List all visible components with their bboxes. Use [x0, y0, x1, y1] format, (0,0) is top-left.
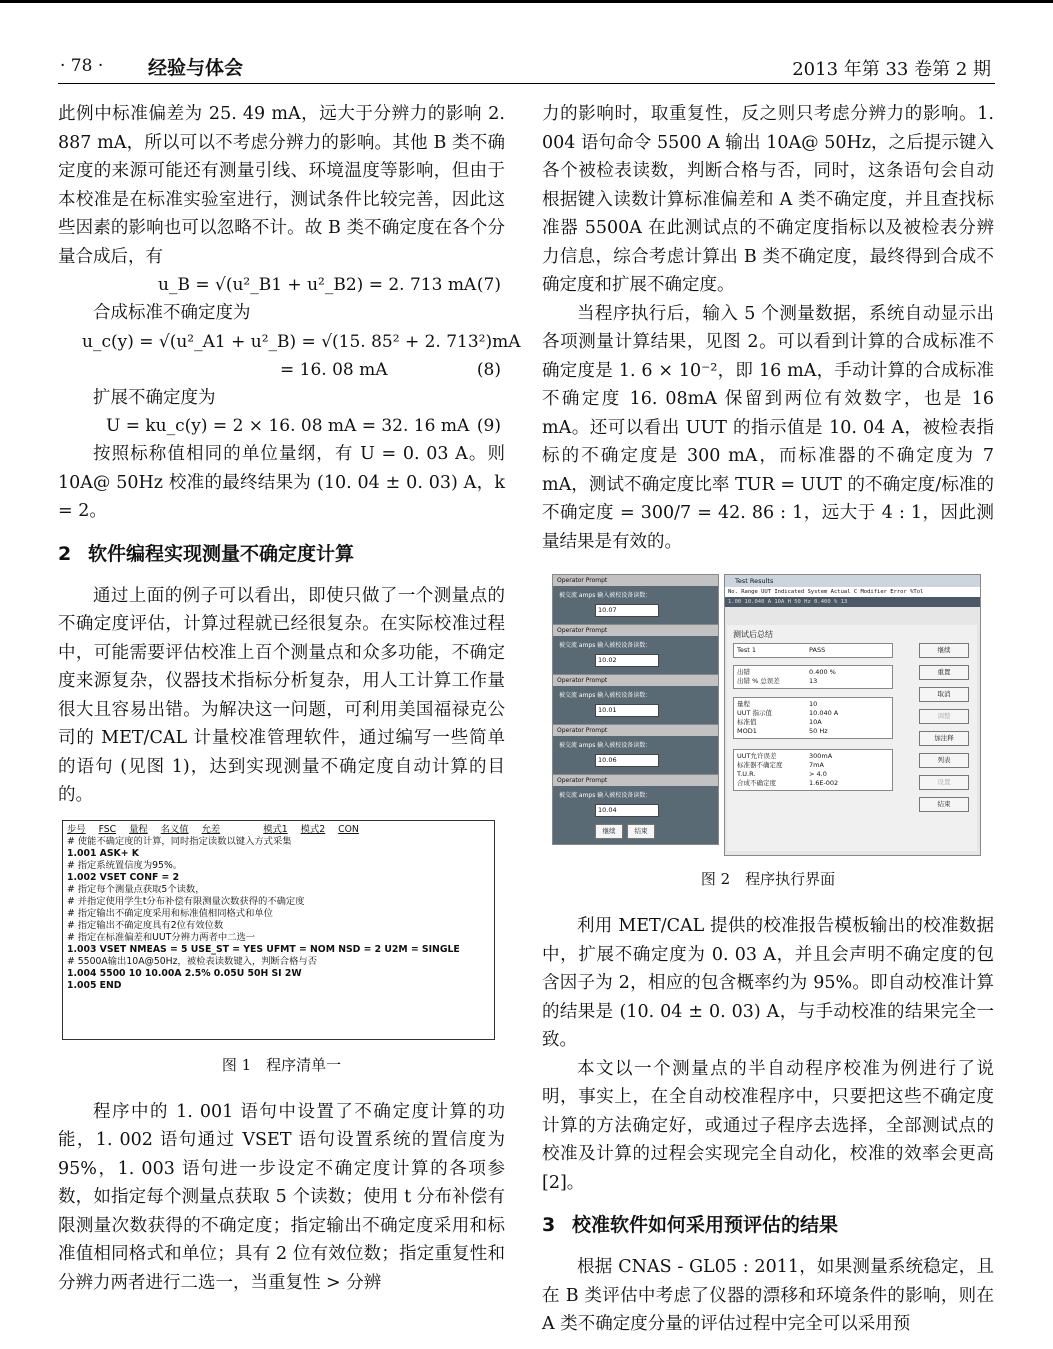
- result-value: 7mA: [809, 761, 824, 769]
- equation-7: u_B = √(u²_B1 + u²_B2) = 2. 713 mA (7): [58, 271, 505, 299]
- section-number: 3: [542, 1214, 556, 1236]
- prompt-body: [553, 586, 718, 624]
- prompt-body: [553, 736, 718, 774]
- stop-button[interactable]: 结束: [627, 824, 655, 839]
- reading-input[interactable]: 10.07: [595, 604, 659, 617]
- summary-button[interactable]: 继续: [919, 643, 969, 658]
- listing-header-cell: 模式2: [300, 823, 326, 835]
- listing-line: # 指定输出不确定度具有2位有效位数: [67, 919, 224, 931]
- page-header: [0, 0, 1053, 85]
- listing-header-cell: 步号: [67, 823, 86, 835]
- paragraph: 力的影响时，取重复性，反之则只考虑分辨力的影响。1. 004 语句命令 5500 A 输出 10A@ 50Hz，之后提示键入各个被检表读数，判断合格与否，同时，这条语句会自动根据键入读数计算标准偏差和 A 类不确定度，并且查找标准器 5500A 在此测试点的不确定度指标以及被检表分辨力信息，综合考虑计算出 B 类不确定度，最终得到合成不确定度和扩展不确定度。: [542, 104, 994, 295]
- uncertainty-group: [733, 749, 893, 791]
- result-label: UUT 指示值: [737, 709, 773, 717]
- equation-number: (9): [476, 416, 501, 436]
- prompt-body: [553, 686, 718, 724]
- paragraph: 扩展不确定度为: [93, 387, 216, 408]
- result-label: 标准器不确定度: [737, 761, 783, 769]
- listing-line: # 使能不确定度的计算，同时指定读数以键入方式采集: [67, 835, 292, 847]
- summary-button[interactable]: 调整: [919, 709, 969, 724]
- summary-button[interactable]: 设置: [919, 775, 969, 790]
- listing-line: # 指定输出不确定度采用和标准值相同格式和单位: [67, 907, 273, 919]
- prompt-label: 被交流 amps 输入被校设备读数：: [559, 742, 652, 749]
- prompt-label: 被交流 amps 输入被校设备读数：: [559, 592, 652, 599]
- equation-8a: u_c(y) = √(u²_A1 + u²_B) = √(15. 85² + 2. 713²)mA: [82, 331, 521, 352]
- column-title: 经验与体会: [148, 57, 244, 79]
- paragraph: 按照标称值相同的单位量纲，有 U = 0. 03 A。则 10A@ 50Hz 校准的最终结果为 (10. 04 ± 0. 03) A，k = 2。: [58, 444, 505, 521]
- result-value: 10A: [809, 718, 822, 726]
- paragraph: 通过上面的例子可以看出，即使只做了一个测量点的不确定度评估，计算过程就已经很复杂。在实际校准过程中，可能需要评估校准上百个测量点和众多功能，不确定度来源复杂，仪器技术指标分析复杂，用人工计算工作量很大且容易出错。为解决这一问题，可利用美国福禄克公司的 MET/CAL 计量校准管理软件，通过编写一些简单的语句 (见图 1)，达到实现测量不确定度自动计算的目的。: [58, 585, 505, 805]
- paragraph: 当程序执行后，输入 5 个测量数据，系统自动显示出各项测量计算结果，见图 2。可以看到计算的合成标准不确定度是 1. 6 × 10⁻²，即 16 mA，手动计算的合成标准不确定度 16. 08mA 保留到两位有效数字，也是 16 mA。还可以看出 UUT 的指示值是 10. 04 A，被检表指标的不确定度是 300 mA，而标准器的不确定度为 7 mA，测试不确定度比率 TUR = UUT 的不确定度/标准的不确定度 = 300/7 = 42. 86 : 1，远大于 4 : 1，因此测量结果是有效的。: [542, 303, 994, 552]
- listing-line: # 指定在标准偏差和UUT分辨力两者中二选一: [67, 931, 256, 943]
- figure-1-program-listing: [62, 820, 495, 1040]
- result-value: 13: [809, 677, 818, 685]
- test-status-group: Test 1 PASS: [733, 643, 893, 658]
- header-rule: [58, 83, 995, 84]
- summary-button[interactable]: 加注释: [919, 731, 969, 746]
- operator-prompt-window: [552, 624, 719, 675]
- paragraph: 合成标准不确定度为: [93, 303, 251, 323]
- listing-header-cell: 量程: [129, 823, 148, 835]
- listing-line: 1.001 ASK+ K: [67, 847, 139, 859]
- result-row: [737, 677, 889, 686]
- window-title: Operator Prompt: [553, 625, 718, 636]
- summary-panel: [727, 625, 977, 851]
- result-value: 10.040 A: [809, 709, 839, 717]
- listing-line: 1.004 5500 10 10.00A 2.5% 0.05U 50H SI 2W: [67, 967, 302, 979]
- reading-input[interactable]: 10.01: [595, 704, 659, 717]
- result-row: [737, 700, 889, 709]
- figure-2-caption: 图 2 程序执行界面: [700, 870, 836, 888]
- equation-9: U = ku_c(y) = 2 × 16. 08 mA = 32. 16 mA (9): [58, 412, 505, 440]
- result-row: [737, 727, 889, 736]
- operator-prompt-window: [552, 774, 719, 845]
- figure-2-program-screens: [552, 574, 982, 854]
- prompt-body: [553, 786, 718, 844]
- issue-info: 2013 年第 33 卷第 2 期: [792, 59, 991, 80]
- equation-number: (7): [476, 275, 501, 295]
- result-label: UUT允许误差: [737, 752, 777, 760]
- section-3-heading: [542, 1211, 994, 1239]
- result-label: 标准值: [737, 718, 757, 726]
- listing-line: 1.002 VSET CONF = 2: [67, 871, 180, 883]
- section-title: 校准软件如何采用预评估的结果: [572, 1214, 839, 1236]
- header-bar: [0, 0, 1053, 3]
- prompt-label: 被交流 amps 输入被校设备读数：: [559, 692, 652, 699]
- result-label: 出错: [737, 668, 750, 676]
- test-results-window: [724, 574, 981, 856]
- window-title: Operator Prompt: [553, 575, 718, 586]
- equation-number: (8): [476, 359, 501, 380]
- section-title: 软件编程实现测量不确定度计算: [88, 542, 355, 565]
- listing-header-cell: CON: [338, 823, 359, 835]
- reading-input[interactable]: 10.04: [595, 804, 659, 817]
- listing-line: # 并指定使用学生t分布补偿有限测量次数获得的不确定度: [67, 895, 305, 907]
- result-label: 出错 % 总误差: [737, 677, 780, 685]
- operator-prompt-window: [552, 724, 719, 775]
- result-row: [737, 761, 889, 770]
- results-columns: No. Range UUT Indicated System Actual C Modifier Error %Tol: [725, 587, 980, 597]
- result-value: > 4.0: [809, 770, 827, 778]
- result-value: 0.400 %: [809, 668, 836, 676]
- result-label: T.U.R.: [737, 770, 756, 778]
- section-2-heading: [58, 540, 505, 568]
- result-value: 50 Hz: [809, 727, 828, 735]
- listing-header-cell: 名义值: [160, 823, 189, 835]
- results-row: 1.00 10.040 A 10A H 50 Hz 0.400 % 13: [725, 597, 980, 607]
- reading-input[interactable]: 10.06: [595, 754, 659, 767]
- right-column: [542, 100, 994, 1339]
- listing-header-cell: FSC: [98, 823, 117, 835]
- summary-button[interactable]: 列表: [919, 753, 969, 768]
- listing-line: 1.003 VSET NMEAS = 5 USE_ST = YES UFMT = NOM NSD = 2 U2M = SINGLE: [67, 943, 460, 955]
- window-title: Test Results: [725, 575, 980, 587]
- result-label: MOD1: [737, 727, 757, 735]
- result-row: [737, 779, 889, 788]
- result-row: [737, 709, 889, 718]
- listing-lines: [67, 836, 490, 992]
- prompt-body: [553, 636, 718, 674]
- operator-prompt-window: [552, 574, 719, 625]
- listing-line: # 5500A输出10A@50Hz，被检表读数键入，判断合格与否: [67, 955, 317, 967]
- summary-title: 测试后总结: [733, 630, 773, 639]
- paragraph: 程序中的 1. 001 语句中设置了不确定度计算的功能，1. 002 语句通过 VSET 语句设置系统的置信度为 95%，1. 003 语句进一步设定不确定度计算的各项参数，如指定每个测量点获取 5 个读数；使用 t 分布补偿有限测量次数获得的不确定度；指定输出不确定度采用和标准值相同格式和单位；具有 2 位有效位数；指定重复性和分辨力两者进行二选一，当重复性 > 分辨: [58, 1101, 505, 1293]
- summary-button[interactable]: 结束: [919, 797, 969, 812]
- result-value: 300mA: [809, 752, 833, 760]
- paragraph: 根据 CNAS - GL05 : 2011，如果测量系统稳定，且在 B 类评估中考虑了仪器的漂移和环境条件的影响，则在 A 类不确定度分量的评估过程中完全可以采用预: [542, 1257, 994, 1334]
- result-value: 10: [809, 700, 818, 708]
- equation-8b: = 16. 08 mA (8): [58, 356, 505, 384]
- continue-button[interactable]: 继续: [595, 824, 623, 839]
- result-value: 1.6E-002: [809, 779, 839, 787]
- listing-line: # 指定系统置信度为95%。: [67, 859, 183, 871]
- result-row: [737, 770, 889, 779]
- paragraph: 此例中标准偏差为 25. 49 mA，远大于分辨力的影响 2. 887 mA，所以可以不考虑分辨力的影响。其他 B 类不确定度的来源可能还有测量引线、环境温度等影响，但由于本校准是在标准实验室进行，测试条件比较完善，因此这些因素的影响也可以忽略不计。故 B 类不确定度在各个分量合成后，有: [58, 104, 505, 267]
- result-label: 合成不确定度: [737, 779, 776, 787]
- window-title: Operator Prompt: [553, 775, 718, 786]
- page-number: · 78 ·: [60, 56, 104, 76]
- window-title: Operator Prompt: [553, 725, 718, 736]
- paragraph: 本文以一个测量点的半自动程序校准为例进行了说明，事实上，在全自动校准程序中，只要把这些不确定度计算的方法确定好，或通过子程序去选择，全部测试点的校准及计算的过程会实现完全自动化，校准的效率会更高[2]。: [542, 1058, 994, 1193]
- window-title: Operator Prompt: [553, 675, 718, 686]
- measurement-group: [733, 697, 893, 739]
- operator-prompt-window: [552, 674, 719, 725]
- result-label: 量程: [737, 700, 750, 708]
- listing-line: 1.005 END: [67, 979, 122, 991]
- summary-button[interactable]: 取消: [919, 687, 969, 702]
- figure-1-caption: 图 1 程序清单一: [221, 1055, 342, 1074]
- paragraph: 利用 MET/CAL 提供的校准报告模板输出的校准数据中，扩展不确定度为 0. 03 A，并且会声明不确定度的包含因子为 2，相应的包含概率约为 95%。即自动校准计算的结果是 (10. 04 ± 0. 03) A，与手动校准的结果完全一致。: [542, 916, 994, 1050]
- result-row: [737, 718, 889, 727]
- prompt-label: 被交流 amps 输入被校设备读数：: [559, 792, 652, 799]
- prompt-label: 被交流 amps 输入被校设备读数：: [559, 642, 652, 649]
- listing-header-cell: 模式1: [263, 823, 288, 835]
- listing-header-cell: 允差: [201, 823, 221, 835]
- error-group: [733, 665, 893, 689]
- listing-header: [67, 824, 490, 836]
- listing-line: # 指定每个测量点获取5个读数，: [67, 883, 205, 895]
- result-row: [737, 668, 889, 677]
- section-number: 2: [58, 542, 72, 565]
- left-column: [58, 100, 521, 1297]
- summary-button[interactable]: 重置: [919, 665, 969, 680]
- result-row: [737, 752, 889, 761]
- reading-input[interactable]: 10.02: [595, 654, 659, 667]
